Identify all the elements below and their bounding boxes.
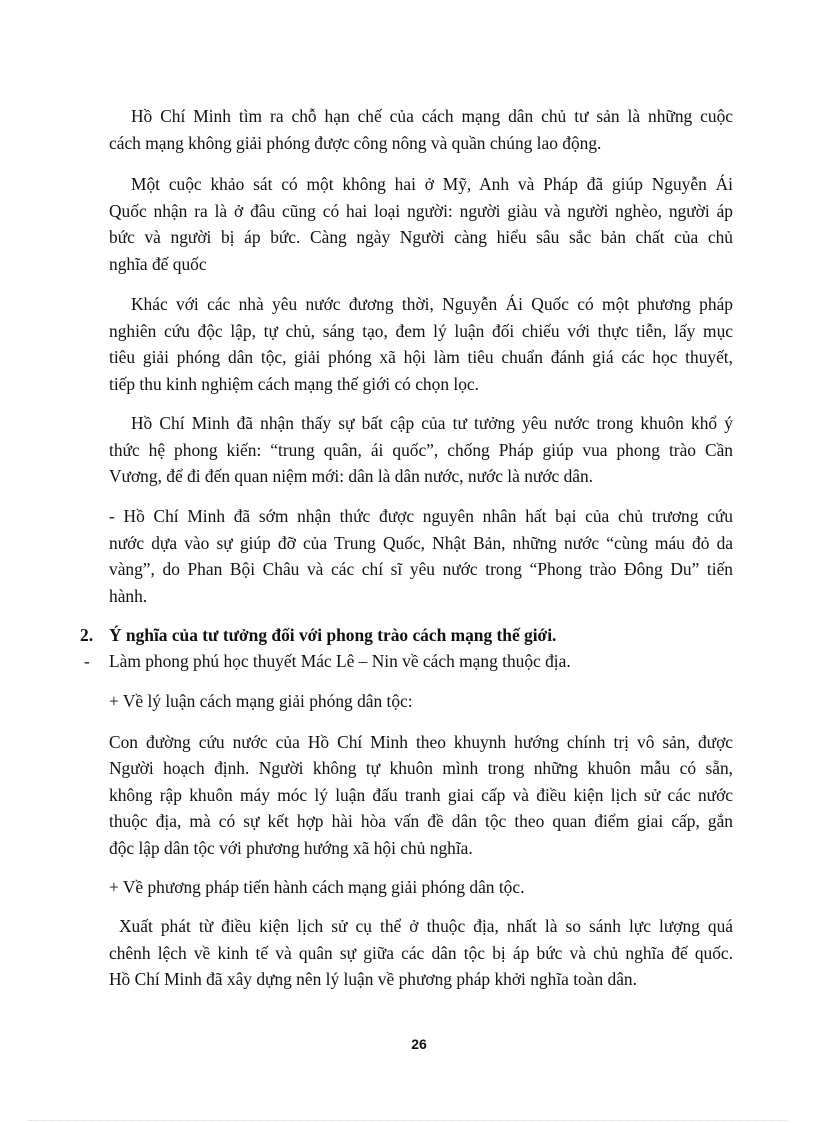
page-number: 26 [411, 1036, 427, 1052]
text-line: Con đường cứu nước của Hồ Chí Minh theo khuynh hướng chính trị vô sản, được [109, 732, 733, 752]
text-line: hành. [109, 586, 148, 606]
text-line: Hồ Chí Minh đã nhận thấy sự bất cập của tư tưởng yêu nước trong khuôn khổ ý [131, 413, 733, 433]
text-line: nghĩa đế quốc [109, 254, 207, 274]
section-number: 2. [80, 625, 94, 645]
text-line: chênh lệch về kinh tế và quân sự giữa các dân tộc bị áp bức và chủ nghĩa đế quốc. [109, 943, 733, 963]
text-line: thuộc địa, mà có sự kết hợp hài hòa vấn đề dân tộc theo quan điểm giai cấp, gắn [109, 811, 733, 831]
text-line: Quốc nhận ra là ở đâu cũng có hai loại người: người giàu và người nghèo, người áp [109, 201, 733, 221]
text-line: Khác với các nhà yêu nước đương thời, Nguyễn Ái Quốc có một phương pháp [131, 294, 733, 314]
bullet-dash: - [84, 651, 90, 671]
page-divider [28, 1120, 788, 1121]
text-line: thức hệ phong kiến: “trung quân, ái quốc”, chống Pháp giúp vua phong trào Cần [109, 440, 733, 460]
subheading: + Về phương pháp tiến hành cách mạng giải phóng dân tộc. [109, 877, 525, 897]
section-heading: Ý nghĩa của tư tưởng đối với phong trào cách mạng thế giới. [109, 625, 557, 645]
text-line: cách mạng không giải phóng được công nông và quần chúng lao động. [109, 133, 602, 153]
text-line: - Hồ Chí Minh đã sớm nhận thức được nguyên nhân hất bại của chủ trương cứu [109, 506, 733, 526]
text-line: Hồ Chí Minh đã xây dựng nên lý luận về phương pháp khởi nghĩa toàn dân. [109, 969, 637, 989]
text-line: Vương, để đi đến quan niệm mới: dân là dân nước, nước là nước dân. [109, 466, 594, 486]
text-line: độc lập dân tộc với phương hướng xã hội chủ nghĩa. [109, 838, 473, 858]
text-line: Người hoạch định. Người không tự khuôn mình trong những khuôn mẫu có sẵn, [109, 758, 733, 778]
text-line: không rập khuôn máy móc lý luận đấu tranh giai cấp và điều kiện lịch sử các nước [109, 785, 733, 805]
subheading: + Về lý luận cách mạng giải phóng dân tộc: [109, 691, 413, 711]
text-line: vàng”, do Phan Bội Châu và các chí sĩ yêu nước trong “Phong trào Đông Du” tiến [109, 559, 733, 579]
text-line: Hồ Chí Minh tìm ra chỗ hạn chế của cách mạng dân chủ tư sản là những cuộc [131, 106, 733, 126]
text-line: bức và người bị áp bức. Càng ngày Người càng hiểu sâu sắc bản chất của chủ [109, 227, 733, 247]
text-line: Xuất phát từ điều kiện lịch sử cụ thể ở thuộc địa, nhất là so sánh lực lượng quá [119, 916, 733, 936]
text-line: tiếp thu kinh nghiệm cách mạng thế giới có chọn lọc. [109, 374, 479, 394]
bullet-text: Làm phong phú học thuyết Mác Lê – Nin về cách mạng thuộc địa. [109, 651, 571, 671]
text-line: Một cuộc khảo sát có một không hai ở Mỹ, Anh và Pháp đã giúp Nguyễn Ái [131, 174, 733, 194]
text-line: nghiên cứu độc lập, tự chủ, sáng tạo, đem lý luận đối chiếu với thực tiễn, lấy mục [109, 321, 733, 341]
text-line: nước dựa vào sự giúp đỡ của Trung Quốc, Nhật Bản, những nước “cùng máu đỏ da [109, 533, 733, 553]
text-line: tiêu giải phóng dân tộc, giải phóng xã hội làm tiêu chuẩn đánh giá các học thuyết, [109, 347, 733, 367]
